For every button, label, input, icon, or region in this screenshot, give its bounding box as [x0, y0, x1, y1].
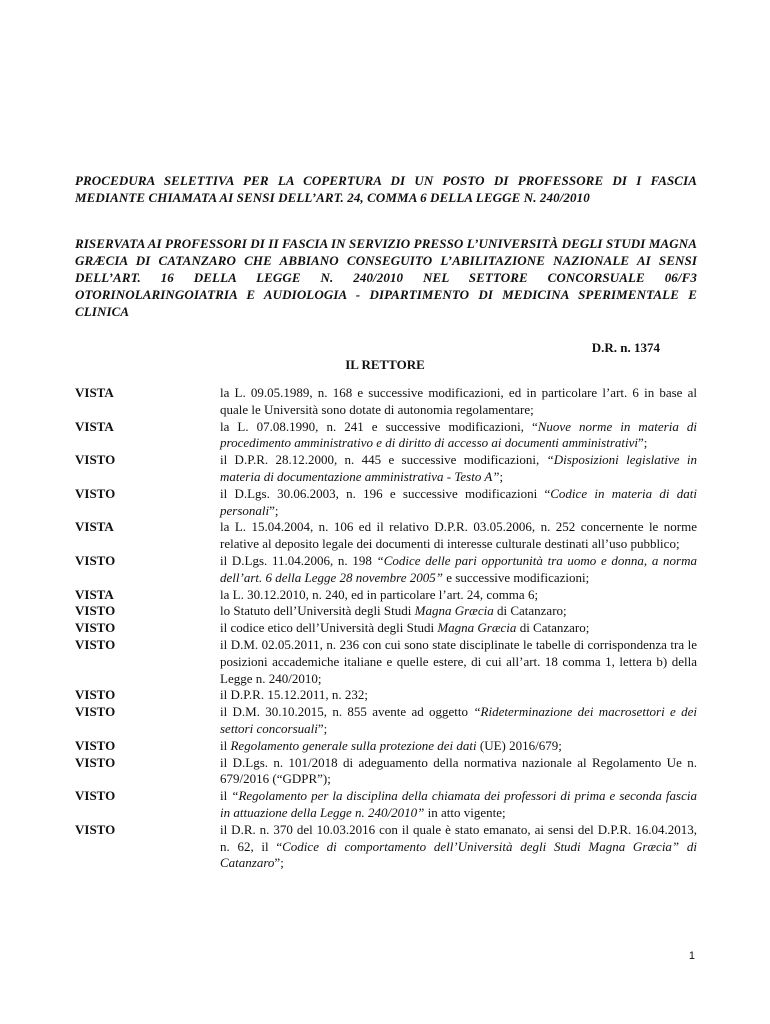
preamble-text-segment: in atto vigente; — [424, 804, 506, 820]
preamble-text — [220, 553, 697, 587]
preamble-text-segment: ; — [499, 468, 504, 484]
preamble-text-italic: “Regolamento per la disciplina della chiamata dei professori di prima e seconda fascia in attuazione della Legge n. 240/2010” — [220, 788, 697, 820]
preamble-verb: VISTO — [75, 552, 116, 568]
preamble-text-segment: il D.Lgs. 30.06.2003, n. 196 e successive modificazioni “ — [220, 485, 551, 501]
preamble-row — [75, 603, 697, 620]
preamble-text-segment: ”; — [638, 435, 648, 451]
preamble-text — [220, 385, 697, 419]
preamble-verb: VISTO — [75, 737, 116, 753]
preamble-list — [75, 385, 697, 872]
preamble-row — [75, 822, 697, 872]
preamble-text-italic: Magna Græcia — [414, 603, 494, 619]
preamble-text-segment: il codice etico dell’Università degli Studi — [220, 620, 438, 636]
preamble-row — [75, 620, 697, 637]
preamble-verb: VISTA — [75, 385, 114, 400]
preamble-text — [220, 620, 697, 637]
preamble-text-segment: il — [220, 737, 231, 753]
preamble-text-segment: il D.Lgs. n. 101/2018 di adeguamento della normativa nazionale al Regolamento Ue n. 679/2016 (“GDPR”); — [220, 754, 697, 787]
preamble-row — [75, 687, 697, 704]
procedure-subtitle: RISERVATA AI PROFESSORI DI II FASCIA IN SERVIZIO PRESSO L’UNIVERSITÀ DEGLI STUDI MAGNA GRÆCIA DI CATANZARO CHE ABBIANO CONSEGUITO L’ABILITAZIONE NAZIONALE AI SENSI DELL’ART. 16 DELLA LEGGE N. 240/2010 NEL SETTORE CONCORSUALE 06/F3 OTORINOLARINGOIATRIA E AUDIOLOGIA - DIPARTIMENTO DI MEDICINA SPERIMENTALE E CLINICA — [75, 236, 697, 319]
preamble-verb: VISTO — [75, 687, 116, 703]
preamble-text-segment: (UE) 2016/679; — [476, 737, 562, 753]
preamble-text-segment: di Catanzaro; — [493, 603, 567, 619]
preamble-text-italic: Nuove norme in materia di procedimento amministrativo e di diritto di accesso ai documenti amministrativi — [220, 418, 697, 451]
preamble-verb: VISTO — [75, 603, 116, 619]
preamble-row — [75, 452, 697, 486]
preamble-text — [220, 687, 697, 704]
preamble-text-segment: il D.R. n. 370 del 10.03.2016 con il quale è stato emanato, ai sensi del D.P.R. 16.04.2013, n. 62, il “ — [220, 821, 697, 854]
preamble-text-segment: e successive modificazioni; — [443, 569, 590, 585]
preamble-text-italic: Regolamento generale sulla protezione dei dati — [230, 737, 477, 753]
preamble-verb: VISTO — [75, 821, 116, 837]
preamble-text-segment: di Catanzaro; — [516, 620, 590, 636]
preamble-text — [220, 519, 697, 553]
preamble-row — [75, 519, 697, 553]
preamble-text-italic: “Rideterminazione dei macrosettori e dei settori concorsuali — [220, 704, 697, 736]
preamble-verb: VISTO — [75, 620, 116, 636]
preamble-text — [220, 822, 697, 872]
preamble-text-segment: la L. 09.05.1989, n. 168 e successive modificazioni, ed in particolare l’art. 6 in base al quale le Università sono dotate di autonomia regolamentare; — [220, 385, 697, 417]
preamble-row — [75, 788, 697, 822]
rector-title: IL RETTORE — [345, 357, 425, 372]
preamble-text-segment: il D.P.R. 15.12.2011, n. 232; — [220, 687, 368, 703]
preamble-text-segment: il D.Lgs. 11.04.2006, n. 198 — [220, 552, 377, 568]
procedure-title: PROCEDURA SELETTIVA PER LA COPERTURA DI UN POSTO DI PROFESSORE DI I FASCIA MEDIANTE CHIAMATA AI SENSI DELL’ART. 24, COMMA 6 DELLA LEGGE N. 240/2010 — [75, 173, 697, 205]
preamble-text — [220, 587, 697, 604]
preamble-verb: VISTA — [75, 519, 114, 535]
preamble-text-segment: la L. 07.08.1990, n. 241 e successive modificazioni, “ — [220, 418, 538, 434]
preamble-row — [75, 419, 697, 453]
preamble-text-segment: la L. 15.04.2004, n. 106 ed il relativo D.P.R. 03.05.2006, n. 252 concernente le norme relative al deposito legale dei documenti di interesse culturale destinati all’uso pubblico; — [220, 519, 697, 552]
preamble-text-segment: ”; — [269, 502, 279, 518]
preamble-text — [220, 704, 697, 738]
preamble-verb: VISTA — [75, 418, 114, 434]
preamble-row — [75, 587, 697, 604]
preamble-text-segment: il D.M. 02.05.2011, n. 236 con cui sono state disciplinate le tabelle di corrispondenza tra le posizioni accademiche italiane e quelle estere, di cui all’art. 18 comma 1, lettera b) della Legge n. 240/2010; — [220, 636, 697, 686]
preamble-verb: VISTO — [75, 636, 116, 652]
preamble-row — [75, 755, 697, 789]
preamble-text — [220, 603, 697, 620]
preamble-text-segment: ”; — [274, 855, 284, 871]
preamble-text-italic: Codice in materia di dati personali — [220, 485, 697, 518]
preamble-text — [220, 486, 697, 520]
preamble-text — [220, 637, 697, 687]
preamble-verb: VISTA — [75, 586, 114, 602]
preamble-text-segment: il — [220, 788, 232, 804]
preamble-text-italic: “Codice delle pari opportunità tra uomo e donna, a norma dell’art. 6 della Legge 28 novembre 2005” — [220, 552, 697, 585]
preamble-text-segment: ”; — [317, 720, 328, 736]
preamble-verb: VISTO — [75, 788, 116, 804]
decree-number: D.R. n. 1374 — [591, 340, 660, 355]
preamble-row — [75, 637, 697, 687]
preamble-row — [75, 486, 697, 520]
preamble-verb: VISTO — [75, 704, 116, 720]
preamble-text-segment: il D.P.R. 28.12.2000, n. 445 e successive modificazioni, — [220, 452, 547, 468]
preamble-row — [75, 553, 697, 587]
page-number: 1 — [688, 950, 695, 962]
preamble-text-italic: Codice di comportamento dell’Università degli Studi Magna Græcia” di Catanzaro — [220, 838, 697, 871]
preamble-text — [220, 452, 697, 486]
preamble-text-segment: il D.M. 30.10.2015, n. 855 avente ad oggetto — [220, 704, 474, 720]
preamble-text — [220, 788, 697, 822]
preamble-verb: VISTO — [75, 754, 116, 770]
preamble-row — [75, 385, 697, 419]
preamble-verb: VISTO — [75, 485, 116, 501]
preamble-text-segment: lo Statuto dell’Università degli Studi — [220, 603, 415, 619]
preamble-row — [75, 704, 697, 738]
preamble-text — [220, 755, 697, 789]
preamble-row — [75, 738, 697, 755]
preamble-text — [220, 419, 697, 453]
preamble-text-segment: la L. 30.12.2010, n. 240, ed in particolare l’art. 24, comma 6; — [220, 586, 539, 602]
preamble-text — [220, 738, 697, 755]
preamble-verb: VISTO — [75, 452, 116, 468]
preamble-text-italic: “Disposizioni legislative in materia di documentazione amministrativa - Testo A” — [220, 452, 697, 484]
preamble-text-italic: Magna Græcia — [437, 620, 517, 636]
